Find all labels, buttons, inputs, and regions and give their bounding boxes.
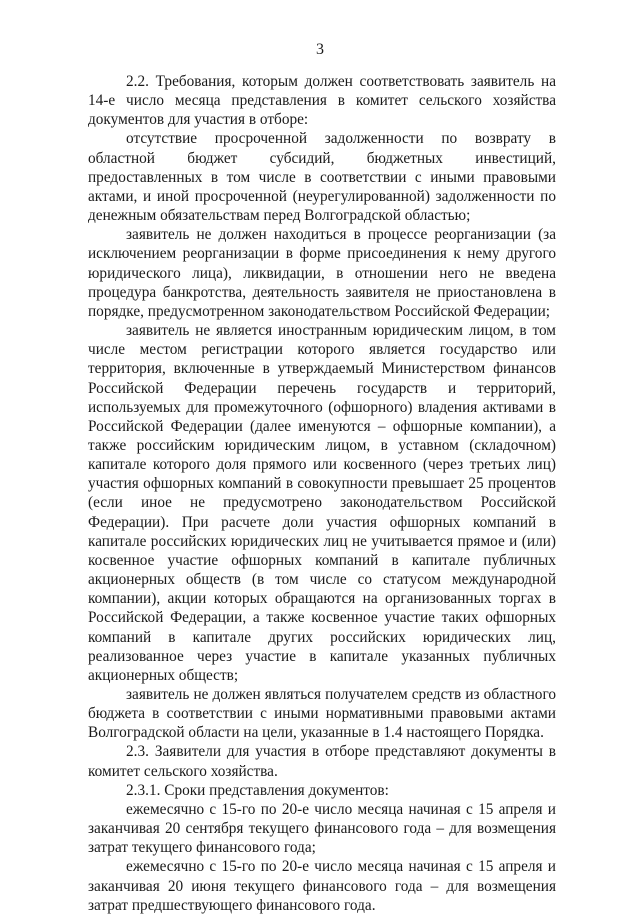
paragraph-no-debt: отсутствие просроченной задолженности по возврату в областной бюджет субсидий, бюджетных инвестиций, предоставленных в том числе в соответствии с иными правовыми актами, и иной просроченной (неурегулированной) задолженности по денежным обязательствам перед Волгоградской областью;: [88, 130, 556, 225]
paragraph-deadline-previous-year: ежемесячно с 15-го по 20-е число месяца начиная с 15 апреля и заканчивая 20 июня текущего финансового года – для возмещения затрат предшествующего финансового года.: [88, 858, 556, 914]
paragraph-2-3-1: 2.3.1. Сроки представления документов:: [126, 781, 389, 799]
paragraph-deadline-current-year: ежемесячно с 15-го по 20-е число месяца начиная с 15 апреля и заканчивая 20 сентября текущего финансового года – для возмещения затрат текущего финансового года;: [88, 800, 556, 857]
page-number: 3: [316, 41, 324, 58]
paragraph-not-foreign: заявитель не является иностранным юридическим лицом, в том числе местом регистрации которого является государство или территория, включенные в утверждаемый Министерством финансов Российской Федерации перечень государств и территорий, используемых для промежуточного (офшорного) владения активами в Российской Федерации (далее именуются – офшорные компании), а также российским юридическим лицом, в уставном (складочном) капитале которого доля прямого или косвенного (через третьих лиц) участия офшорных компаний в совокупности превышает 25 процентов (если иное не предусмотрено законодательством Российской Федерации). При расчете доли участия офшорных компаний в капитале российских юридических лиц не учитывается прямое и (или) косвенное участие офшорных компаний в капитале публичных акционерных обществ (в том числе со статусом международной компании), акции которых обращаются на организованных торгах в Российской Федерации, а также косвенное участие таких офшорных компаний в капитале других российских юридических лиц, реализованное через участие в капитале указанных публичных акционерных обществ;: [88, 322, 556, 684]
document-body: [88, 72, 556, 915]
paragraph-2-3: 2.3. Заявители для участия в отборе представляют документы в комитет сельского хозяйства.: [88, 743, 556, 780]
paragraph-not-recipient: заявитель не должен являться получателем средств из областного бюджета в соответствии с иными нормативными правовыми актами Волгоградской области на цели, указанные в 1.4 настоящего Порядка.: [88, 686, 556, 742]
paragraph-no-reorganization: заявитель не должен находиться в процессе реорганизации (за исключением реорганизации в форме присоединения к нему другого юридического лица), ликвидации, в отношении него не введена процедура банкротства, деятельность заявителя не приостановлена в порядке, предусмотренном законодательством Российской Федерации;: [88, 226, 556, 320]
paragraph-2-2: 2.2. Требования, которым должен соответствовать заявитель на 14-е число месяца представления в комитет сельского хозяйства документов для участия в отборе:: [88, 73, 556, 129]
